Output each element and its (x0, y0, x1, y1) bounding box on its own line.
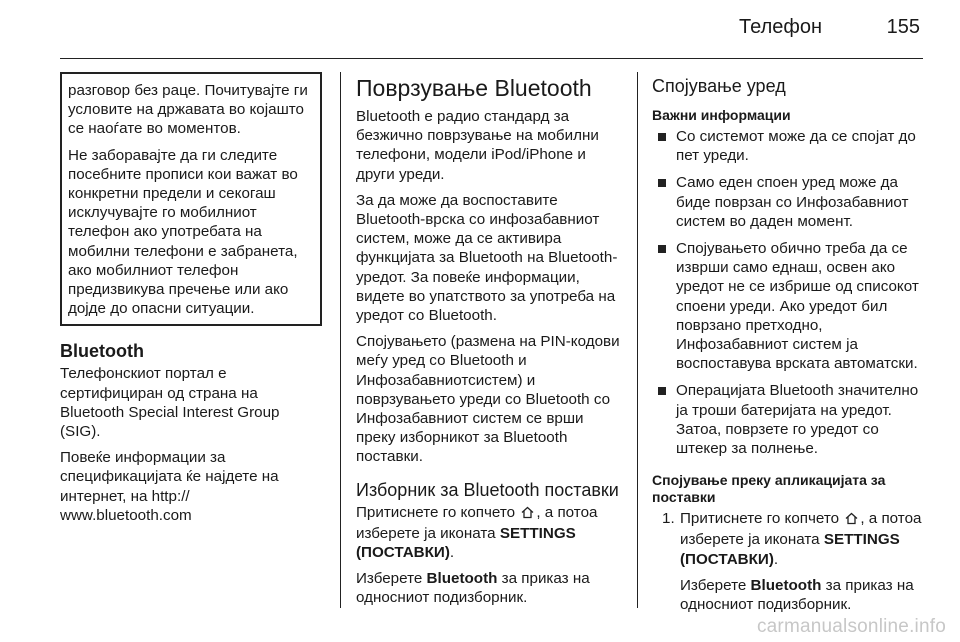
bluetooth-paragraph-2: Повеќе информации за спецификацијата ќе најдете на интернет, на http:// www.bluetooth.com (60, 449, 279, 524)
connection-heading: Поврзување Bluetooth (356, 75, 592, 101)
home-icon (845, 511, 858, 530)
list-item: Само еден споен уред може да биде поврзан со Инфозабавниот систем во даден момент. (652, 173, 926, 231)
step-number: 1. (662, 510, 675, 528)
list-item: Операцијата Bluetooth значително ја троши батеријата на уредот. Затоа, поврзете го уредот со штекер за полнење. (652, 381, 926, 458)
warning-box (60, 72, 322, 326)
step-1-paragraph-1 (680, 509, 926, 569)
column-1 (60, 72, 322, 532)
settings-menu-heading: Изборник за Bluetooth поставки (356, 479, 619, 500)
column-divider-2 (637, 72, 638, 608)
text-segment: Изберете (680, 576, 747, 594)
text-segment: за приказ на односниот подизборник. (680, 576, 914, 614)
list-item: Со системот може да се спојат до пет уреди. (652, 127, 926, 165)
warning-paragraph-2: Не заборавајте да ги следите посебните прописи кои важат во конкретни предели и секогаш исклучувајте го мобилниот телефон ако употребата на мобилни телефони е забранета, ако мобилниот телефон предизвикува пречење или ако дојде до опасни ситуации. (68, 146, 298, 318)
connection-paragraph-3: Спојувањето (размена на PIN-кодови меѓу уред со Bluetooth и Инфозабавниотсистем) и поврзувањето уреди со Bluetooth со Инфозабавниот систем се врши преку изборникот за Bluetooth поставки. (356, 333, 620, 466)
text-segment: , а потоа изберете ја иконата (680, 510, 922, 549)
watermark: carmanualsonline.info (756, 616, 946, 637)
important-info-heading: Важни информации (652, 107, 791, 123)
text-segment: Притиснете го копчето (680, 510, 840, 528)
text-segment: , а потоа изберете ја иконата (356, 503, 598, 542)
text-segment: Притиснете го копчето (356, 503, 516, 521)
bluetooth-paragraph-1: Телефонскиот портал е сертифициран од страна на Bluetooth Special Interest Group (SIG). (60, 365, 280, 441)
settings-label: SETTINGS (ПОСТАВКИ) (356, 524, 576, 562)
column-divider-1 (340, 72, 341, 608)
home-icon (521, 505, 534, 524)
settings-menu-paragraph-1 (356, 503, 626, 563)
text-segment: за приказ на односниот подизборник. (356, 570, 590, 607)
text-segment: . (449, 544, 455, 562)
connection-paragraph-1: Bluetooth е радио стандард за безжично поврзување на мобилни телефони, модели iPod/iPhone и други уреди. (356, 108, 599, 183)
page-number: 155 (886, 16, 920, 38)
text-segment: Изберете (356, 570, 423, 588)
header-rule (60, 58, 923, 59)
app-pairing-heading: Спојување преку апликацијата за поставки (652, 472, 886, 506)
settings-menu-paragraph-2 (356, 569, 626, 607)
connection-paragraph-2: За да може да воспоставите Bluetooth-врска со инфозабавниот систем, може да се активира функцијата за Bluetooth на Bluetooth-уредот. За повеќе информации, видете во упатството за употреба на уредот со Bluetooth. (356, 191, 618, 325)
bluetooth-label: Bluetooth (750, 576, 822, 594)
step-1-paragraph-2 (680, 576, 926, 614)
bluetooth-label: Bluetooth (426, 570, 498, 588)
column-2 (356, 72, 626, 615)
step-1 (652, 509, 926, 614)
list-item: Спојувањето обично треба да се изврши само еднаш, освен ако уредот не се избрише од списокот споени уреди. Ако уредот бил поврзано претходно, Инфозабавниот систем ја воспоставува врската автоматски. (652, 239, 926, 373)
warning-paragraph-1: разговор без раце. Почитувајте ги условите на државата во којашто се наоѓате во моментов. (68, 82, 308, 138)
settings-label: SETTINGS (ПОСТАВКИ) (680, 531, 900, 568)
column-3 (652, 72, 926, 621)
important-info-list (652, 127, 926, 458)
page-title: Телефон (739, 16, 822, 38)
text-segment: . (773, 550, 779, 568)
pairing-heading: Спојување уред (652, 76, 786, 96)
bluetooth-heading: Bluetooth (60, 341, 144, 362)
